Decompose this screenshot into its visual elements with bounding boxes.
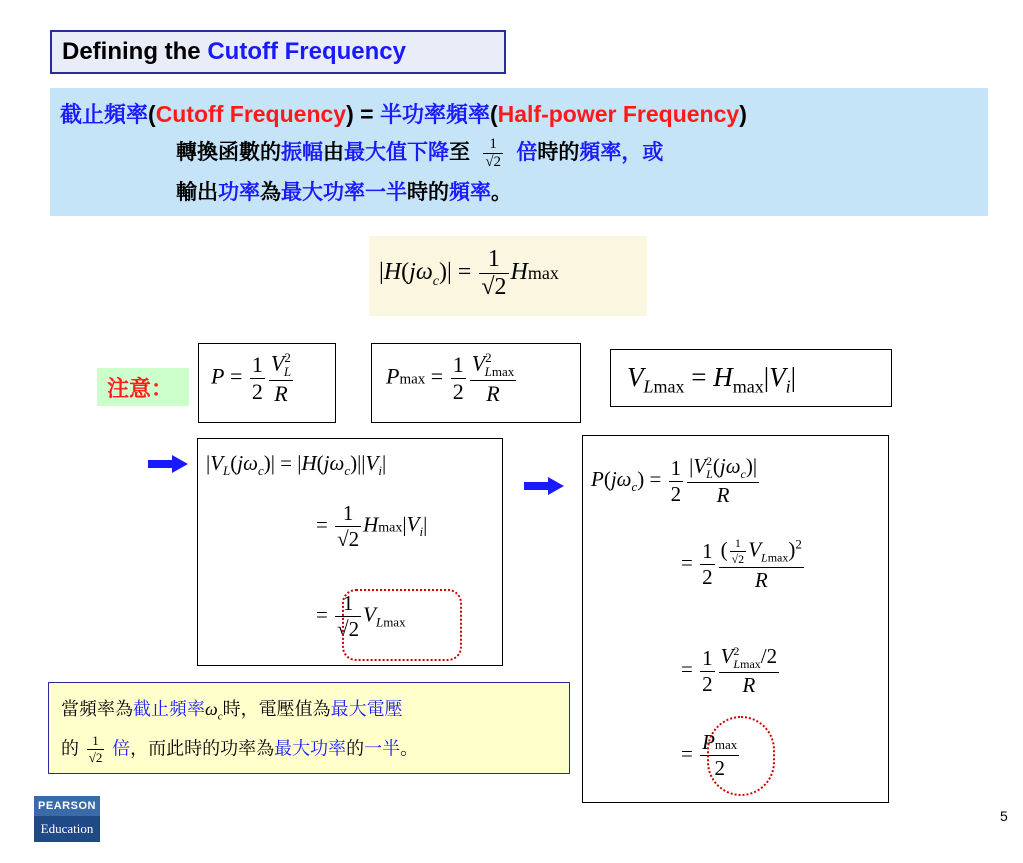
definition-line-2: 轉換函數的振幅由最大值下降至 $\frac{1}{√2}$ 倍時的頻率，或 xyxy=(176,136,664,170)
voltage-derivation-box: $|V_L(j\omega_c)| = |H(j\omega_c)||V_i|$ = $\frac{1}{√2}$ $Hmax|V_i|$ = $\frac{1}{√2}$ $V_{Lmax}$ xyxy=(197,438,503,666)
inv-sqrt2-fraction: $\frac{1}{√2}$ xyxy=(485,136,502,170)
title-highlight: Cutoff Frequency xyxy=(207,38,406,65)
definition-line-3: 輸出功率為最大功率一半時的頻率。 xyxy=(176,179,512,204)
power-derivation-box: $P(j\omega_c)$ = $\frac{1}{2}$ $\frac{|V^2_L(j\omega_c)|}{R}$ = $\frac{1}{2}$ ( $\frac{1}{√2}$ $V_{Lmax})^2$ R = $\frac{1}{2}$ $\frac{V^2_{Lmax}/2}{R}$ = $\frac{Pmax}{2}$ xyxy=(582,435,889,803)
note-label: 注意： xyxy=(107,376,174,402)
slide-title-box xyxy=(50,30,506,74)
logo-bottom: Education xyxy=(34,816,100,842)
def-zh-cutoff: 截止頻率 xyxy=(60,102,149,128)
def-en-halfpower: Half-power Frequency xyxy=(497,101,740,127)
cutoff-magnitude-formula: $|H(j\omega_c)|$ = $\frac{1}{√2}$ Hmax xyxy=(369,236,647,316)
summary-box xyxy=(48,682,570,774)
definition-panel xyxy=(50,88,988,216)
highlight-loop xyxy=(342,589,462,661)
note-label-box xyxy=(97,368,189,406)
pearson-logo xyxy=(34,796,100,844)
power-formula-box: P = $\frac{1}{2}$ $\frac{V^2_L}{R}$ xyxy=(198,343,336,423)
title-prefix: Defining the xyxy=(62,38,208,65)
slide-title xyxy=(62,38,406,66)
def-equals: ) = xyxy=(346,101,380,127)
logo-top: PEARSON xyxy=(34,796,100,816)
definition-line-1: 截止頻率(Cutoff Frequency) = 半功率頻率(Half-power Frequency) xyxy=(60,101,747,128)
summary-line-2: 的 $\frac{1}{√2}$ 倍，而此時的功率為最大功率的一半。 xyxy=(61,733,419,765)
def-en-cutoff: Cutoff Frequency xyxy=(155,101,347,127)
def-zh-halfpower: 半功率頻率 xyxy=(379,102,490,128)
right-arrow-icon xyxy=(148,455,188,473)
summary-line-1: 當頻率為截止頻率$\omega_c$時，電壓值為最大電壓 xyxy=(61,699,403,723)
pmax-formula-box: Pmax = $\frac{1}{2}$ $\frac{V^2_{Lmax}}{R}$ xyxy=(371,343,581,423)
right-arrow-icon xyxy=(524,477,564,495)
vlmax-formula-box: $V_{Lmax} = H_{max}|V_i|$ xyxy=(610,349,892,407)
page-number: 5 xyxy=(1000,808,1008,824)
highlight-loop xyxy=(707,716,775,796)
